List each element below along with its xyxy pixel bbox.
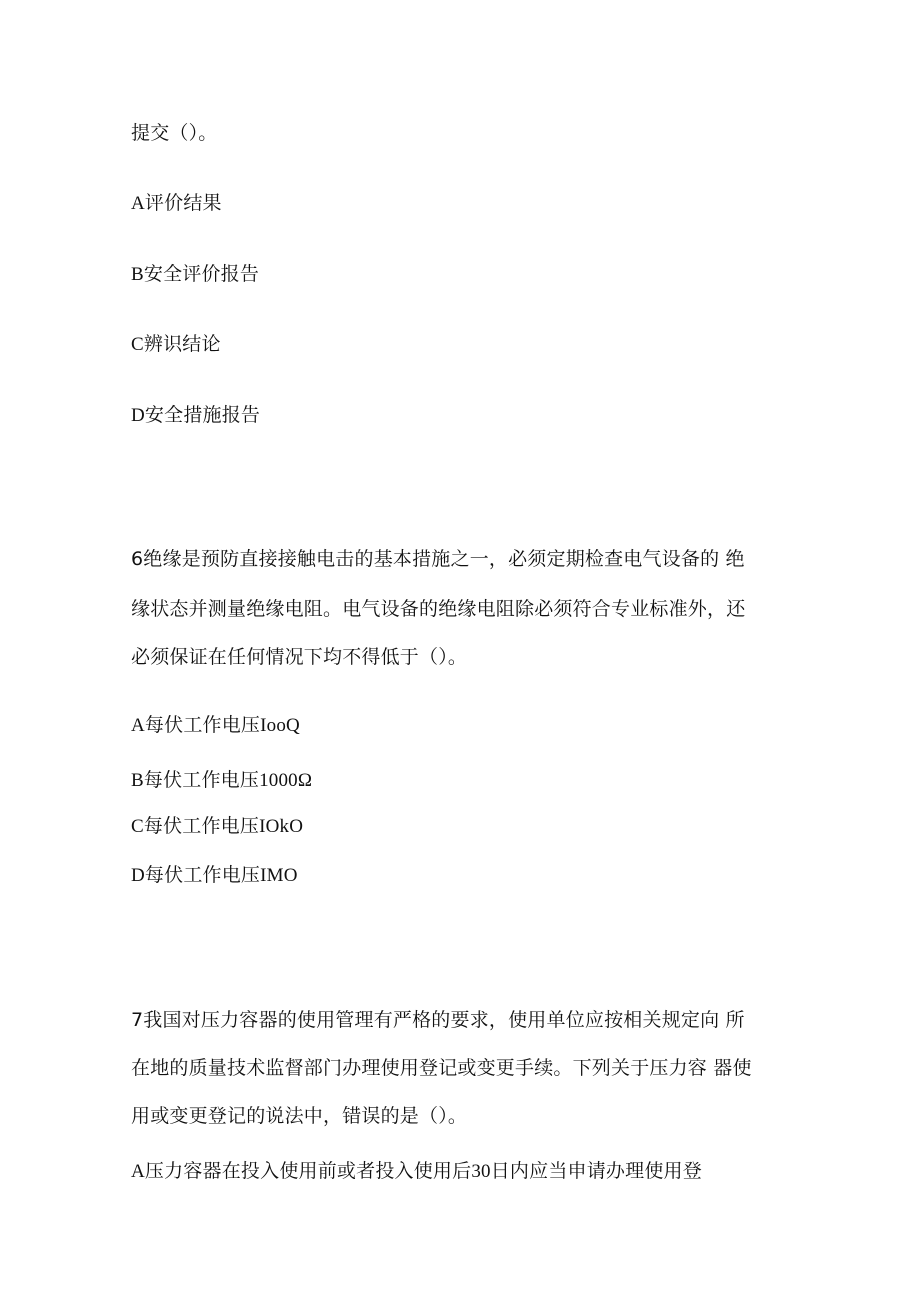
q5-option-c: C辨识结论 <box>131 334 221 355</box>
q6-stem-line-2: 缘状态并测量绝缘电阻。电气设备的绝缘电阻除必须符合专业标准外，还 <box>131 598 746 620</box>
q6-stem-line-1: 6绝缘是预防直接接触电击的基本措施之一，必须定期检查电气设备的 绝 <box>131 548 745 570</box>
q7-option-a: A压力容器在投入使用前或者投入使用后30日内应当申请办理使用登 <box>131 1161 702 1182</box>
q6-option-a: A每伏工作电压IooQ <box>131 715 300 736</box>
q5-stem-tail: 提交（）。 <box>131 122 218 144</box>
q6-option-b: B每伏工作电压1000Ω <box>131 770 313 791</box>
q6-option-c: C每伏工作电压IOkO <box>131 816 304 837</box>
q7-stem-line-1: 7我国对压力容器的使用管理有严格的要求，使用单位应按相关规定向 所 <box>131 1009 745 1031</box>
q5-option-b: B安全评价报告 <box>131 264 260 285</box>
q7-stem-line-2: 在地的质量技术监督部门办理使用登记或变更手续。下列关于压力容 器使 <box>131 1057 752 1079</box>
q6-option-d: D每伏工作电压IMO <box>131 865 298 886</box>
q7-stem-line-3: 用或变更登记的说法中，错误的是（）。 <box>131 1105 468 1127</box>
q6-stem-line-3: 必须保证在任何情况下均不得低于（）。 <box>131 646 468 668</box>
q5-option-d: D安全措施报告 <box>131 405 261 426</box>
q5-option-a: A评价结果 <box>131 193 222 214</box>
